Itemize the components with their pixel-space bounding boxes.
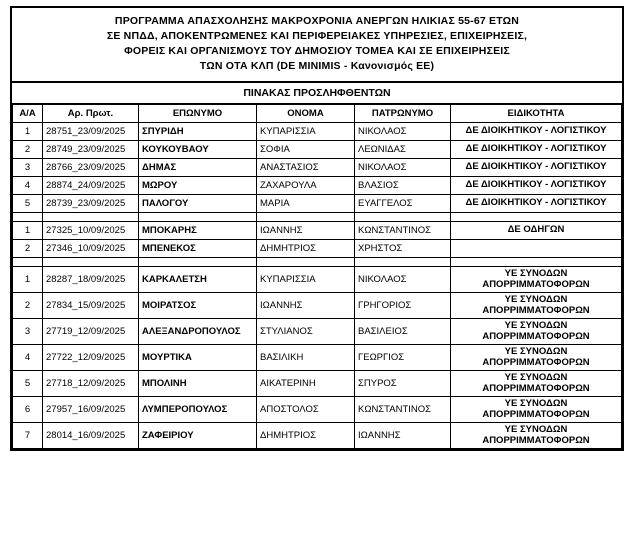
cell-fathername: ΚΩΝΣΤΑΝΤΙΝΟΣ — [355, 222, 451, 240]
cell-specialty: ΔΕ ΟΔΗΓΩΝ — [451, 222, 622, 240]
cell-aa: 4 — [13, 177, 43, 195]
cell-firstname: ΚΥΠΑΡΙΣΣΙΑ — [257, 123, 355, 141]
cell-lastname: ΠΑΛΟΓΟΥ — [139, 195, 257, 213]
specialty-line-2: ΑΠΟΡΡΙΜΜΑΤΟΦΟΡΩΝ — [482, 356, 590, 368]
table-row — [13, 177, 622, 195]
separator-cell — [257, 258, 355, 267]
specialty-line-1: ΥΕ ΣΥΝΟΔΩΝ — [504, 398, 568, 409]
cell-protocol: 27719_12/09/2025 — [43, 319, 139, 345]
cell-lastname: ΛΥΜΠΕΡΟΠΟΥΛΟΣ — [139, 397, 257, 423]
separator-cell — [451, 213, 622, 222]
cell-protocol: 28751_23/09/2025 — [43, 123, 139, 141]
cell-specialty — [451, 371, 622, 397]
table-subtitle: ΠΙΝΑΚΑΣ ΠΡΟΣΛΗΦΘΕΝΤΩΝ — [12, 83, 622, 104]
cell-specialty: ΔΕ ΔΙΟΙΚΗΤΙΚΟΥ - ΛΟΓΙΣΤΙΚΟΥ — [451, 159, 622, 177]
cell-lastname: ΜΠΟΛΙΝΗ — [139, 371, 257, 397]
cell-lastname: ΜΠΕΝΕΚΟΣ — [139, 240, 257, 258]
column-header-protocol: Αρ. Πρωτ. — [43, 105, 139, 123]
cell-aa: 5 — [13, 195, 43, 213]
column-header-lastname: ΕΠΩΝΥΜΟ — [139, 105, 257, 123]
specialty-line-1: ΥΕ ΣΥΝΟΔΩΝ — [504, 424, 568, 435]
specialty-line-2: ΑΠΟΡΡΙΜΜΑΤΟΦΟΡΩΝ — [482, 304, 590, 316]
cell-lastname: ΚΑΡΚΑΛΕΤΣΗ — [139, 267, 257, 293]
cell-fathername: ΒΑΣΙΛΕΙΟΣ — [355, 319, 451, 345]
cell-fathername: ΓΕΩΡΓΙΟΣ — [355, 345, 451, 371]
specialty-line-1: ΥΕ ΣΥΝΟΔΩΝ — [504, 268, 568, 279]
cell-firstname: ΒΑΣΙΛΙΚΗ — [257, 345, 355, 371]
specialty-line-2: ΑΠΟΡΡΙΜΜΑΤΟΦΟΡΩΝ — [482, 330, 590, 342]
cell-firstname: ΑΠΟΣΤΟΛΟΣ — [257, 397, 355, 423]
table-row — [13, 267, 622, 293]
cell-protocol: 28874_24/09/2025 — [43, 177, 139, 195]
table-row — [13, 397, 622, 423]
cell-specialty: ΔΕ ΔΙΟΙΚΗΤΙΚΟΥ - ΛΟΓΙΣΤΙΚΟΥ — [451, 141, 622, 159]
applicants-table — [12, 104, 622, 449]
cell-protocol: 28014_16/09/2025 — [43, 423, 139, 449]
table-row — [13, 345, 622, 371]
cell-specialty — [451, 319, 622, 345]
title-line-2: ΣΕ ΝΠΔΔ, ΑΠΟΚΕΝΤΡΩΜΕΝΕΣ ΚΑΙ ΠΕΡΙΦΕΡΕΙΑΚΕΣ ΥΠΗΡΕΣΙΕΣ, ΕΠΙΧΕΙΡΗΣΕΙΣ, — [106, 30, 528, 42]
specialty-line-1: ΥΕ ΣΥΝΟΔΩΝ — [504, 346, 568, 357]
table-row — [13, 123, 622, 141]
table-row — [13, 293, 622, 319]
cell-aa: 5 — [13, 371, 43, 397]
cell-specialty: ΔΕ ΔΙΟΙΚΗΤΙΚΟΥ - ΛΟΓΙΣΤΙΚΟΥ — [451, 195, 622, 213]
cell-specialty: ΔΕ ΔΙΟΙΚΗΤΙΚΟΥ - ΛΟΓΙΣΤΙΚΟΥ — [451, 123, 622, 141]
specialty-line-2: ΑΠΟΡΡΙΜΜΑΤΟΦΟΡΩΝ — [482, 278, 590, 290]
cell-firstname: ΚΥΠΑΡΙΣΣΙΑ — [257, 267, 355, 293]
cell-protocol: 27834_15/09/2025 — [43, 293, 139, 319]
cell-protocol: 27722_12/09/2025 — [43, 345, 139, 371]
table-row — [13, 371, 622, 397]
cell-fathername: ΙΩΑΝΝΗΣ — [355, 423, 451, 449]
separator-cell — [43, 213, 139, 222]
table-row — [13, 141, 622, 159]
group-separator — [13, 213, 622, 222]
cell-specialty — [451, 293, 622, 319]
cell-lastname: ΖΑΦΕΙΡΙΟΥ — [139, 423, 257, 449]
cell-fathername: ΝΙΚΟΛΑΟΣ — [355, 159, 451, 177]
cell-fathername: ΧΡΗΣΤΟΣ — [355, 240, 451, 258]
cell-lastname: ΜΟΙΡΑΤΣΟΣ — [139, 293, 257, 319]
cell-protocol: 28749_23/09/2025 — [43, 141, 139, 159]
cell-specialty — [451, 423, 622, 449]
cell-fathername: ΝΙΚΟΛΑΟΣ — [355, 123, 451, 141]
cell-firstname: ΙΩΑΝΝΗΣ — [257, 222, 355, 240]
specialty-line-1: ΥΕ ΣΥΝΟΔΩΝ — [504, 372, 568, 383]
cell-aa: 3 — [13, 159, 43, 177]
cell-firstname: ΣΟΦΙΑ — [257, 141, 355, 159]
applicants-table-box — [10, 83, 624, 451]
cell-firstname: ΔΗΜΗΤΡΙΟΣ — [257, 423, 355, 449]
cell-specialty: ΔΕ ΔΙΟΙΚΗΤΙΚΟΥ - ΛΟΓΙΣΤΙΚΟΥ — [451, 177, 622, 195]
cell-firstname: ΑΙΚΑΤΕΡΙΝΗ — [257, 371, 355, 397]
specialty-line-2: ΑΠΟΡΡΙΜΜΑΤΟΦΟΡΩΝ — [482, 434, 590, 446]
cell-aa: 4 — [13, 345, 43, 371]
cell-specialty — [451, 267, 622, 293]
separator-cell — [43, 258, 139, 267]
specialty-line-2: ΑΠΟΡΡΙΜΜΑΤΟΦΟΡΩΝ — [482, 408, 590, 420]
cell-lastname: ΜΟΥΡΤΙΚΑ — [139, 345, 257, 371]
document-title-box — [10, 6, 624, 83]
cell-aa: 1 — [13, 123, 43, 141]
cell-lastname: ΔΗΜΑΣ — [139, 159, 257, 177]
cell-lastname: ΑΛΕΞΑΝΔΡΟΠΟΥΛΟΣ — [139, 319, 257, 345]
cell-protocol: 27957_16/09/2025 — [43, 397, 139, 423]
separator-cell — [451, 258, 622, 267]
separator-cell — [13, 258, 43, 267]
title-line-1: ΠΡΟΓΡΑΜΜΑ ΑΠΑΣΧΟΛΗΣΗΣ ΜΑΚΡΟΧΡΟΝΙΑ ΑΝΕΡΓΩΝ ΗΛΙΚΙΑΣ 55-67 ΕΤΩΝ — [114, 15, 520, 27]
separator-cell — [355, 258, 451, 267]
separator-cell — [13, 213, 43, 222]
table-row — [13, 319, 622, 345]
title-line-3: ΦΟΡΕΙΣ ΚΑΙ ΟΡΓΑΝΙΣΜΟΥΣ ΤΟΥ ΔΗΜΟΣΙΟΥ ΤΟΜΕΑ ΚΑΙ ΣΕ ΕΠΙΧΕΙΡΗΣΕΙΣ — [124, 45, 510, 57]
separator-cell — [139, 258, 257, 267]
cell-aa: 2 — [13, 240, 43, 258]
specialty-line-1: ΥΕ ΣΥΝΟΔΩΝ — [504, 294, 568, 305]
cell-firstname: ΙΩΑΝΝΗΣ — [257, 293, 355, 319]
cell-protocol: 28287_18/09/2025 — [43, 267, 139, 293]
specialty-line-1: ΥΕ ΣΥΝΟΔΩΝ — [504, 320, 568, 331]
cell-specialty — [451, 397, 622, 423]
separator-cell — [355, 213, 451, 222]
cell-protocol: 27325_10/09/2025 — [43, 222, 139, 240]
cell-aa: 3 — [13, 319, 43, 345]
table-row — [13, 195, 622, 213]
cell-aa: 6 — [13, 397, 43, 423]
column-header-firstname: ΟΝΟΜΑ — [257, 105, 355, 123]
cell-aa: 1 — [13, 222, 43, 240]
cell-protocol: 27346_10/09/2025 — [43, 240, 139, 258]
title-line-4: ΤΩΝ ΟΤΑ ΚΛΠ (DE MINIMIS - Κανονισμός ΕΕ) — [199, 60, 435, 72]
cell-fathername: ΛΕΩΝΙΔΑΣ — [355, 141, 451, 159]
cell-lastname: ΚΟΥΚΟΥΒΑΟΥ — [139, 141, 257, 159]
cell-firstname: ΣΤΥΛΙΑΝΟΣ — [257, 319, 355, 345]
cell-firstname: ΑΝΑΣΤΑΣΙΟΣ — [257, 159, 355, 177]
table-row — [13, 240, 622, 258]
cell-aa: 7 — [13, 423, 43, 449]
specialty-line-2: ΑΠΟΡΡΙΜΜΑΤΟΦΟΡΩΝ — [482, 382, 590, 394]
cell-protocol: 28739_23/09/2025 — [43, 195, 139, 213]
cell-fathername: ΣΠΥΡΟΣ — [355, 371, 451, 397]
cell-aa: 2 — [13, 141, 43, 159]
cell-aa: 1 — [13, 267, 43, 293]
table-row — [13, 423, 622, 449]
cell-fathername: ΓΡΗΓΟΡΙΟΣ — [355, 293, 451, 319]
cell-protocol: 28766_23/09/2025 — [43, 159, 139, 177]
cell-firstname: ΔΗΜΗΤΡΙΟΣ — [257, 240, 355, 258]
cell-fathername: ΒΛΑΣΙΟΣ — [355, 177, 451, 195]
separator-cell — [257, 213, 355, 222]
table-header-row — [13, 105, 622, 123]
cell-specialty — [451, 345, 622, 371]
table-row — [13, 222, 622, 240]
cell-specialty — [451, 240, 622, 258]
column-header-fathername: ΠΑΤΡΩΝΥΜΟ — [355, 105, 451, 123]
cell-fathername: ΚΩΝΣΤΑΝΤΙΝΟΣ — [355, 397, 451, 423]
cell-lastname: ΜΩΡΟΥ — [139, 177, 257, 195]
table-row — [13, 159, 622, 177]
separator-cell — [139, 213, 257, 222]
cell-firstname: ΜΑΡΙΑ — [257, 195, 355, 213]
cell-aa: 2 — [13, 293, 43, 319]
group-separator — [13, 258, 622, 267]
cell-lastname: ΣΠΥΡΙΔΗ — [139, 123, 257, 141]
column-header-specialty: ΕΙΔΙΚΟΤΗΤΑ — [451, 105, 622, 123]
column-header-aa: Α/Α — [13, 105, 43, 123]
cell-firstname: ΖΑΧΑΡΟΥΛΑ — [257, 177, 355, 195]
cell-lastname: ΜΠΟΚΑΡΗΣ — [139, 222, 257, 240]
cell-fathername: ΝΙΚΟΛΑΟΣ — [355, 267, 451, 293]
cell-protocol: 27718_12/09/2025 — [43, 371, 139, 397]
cell-fathername: ΕΥΑΓΓΕΛΟΣ — [355, 195, 451, 213]
